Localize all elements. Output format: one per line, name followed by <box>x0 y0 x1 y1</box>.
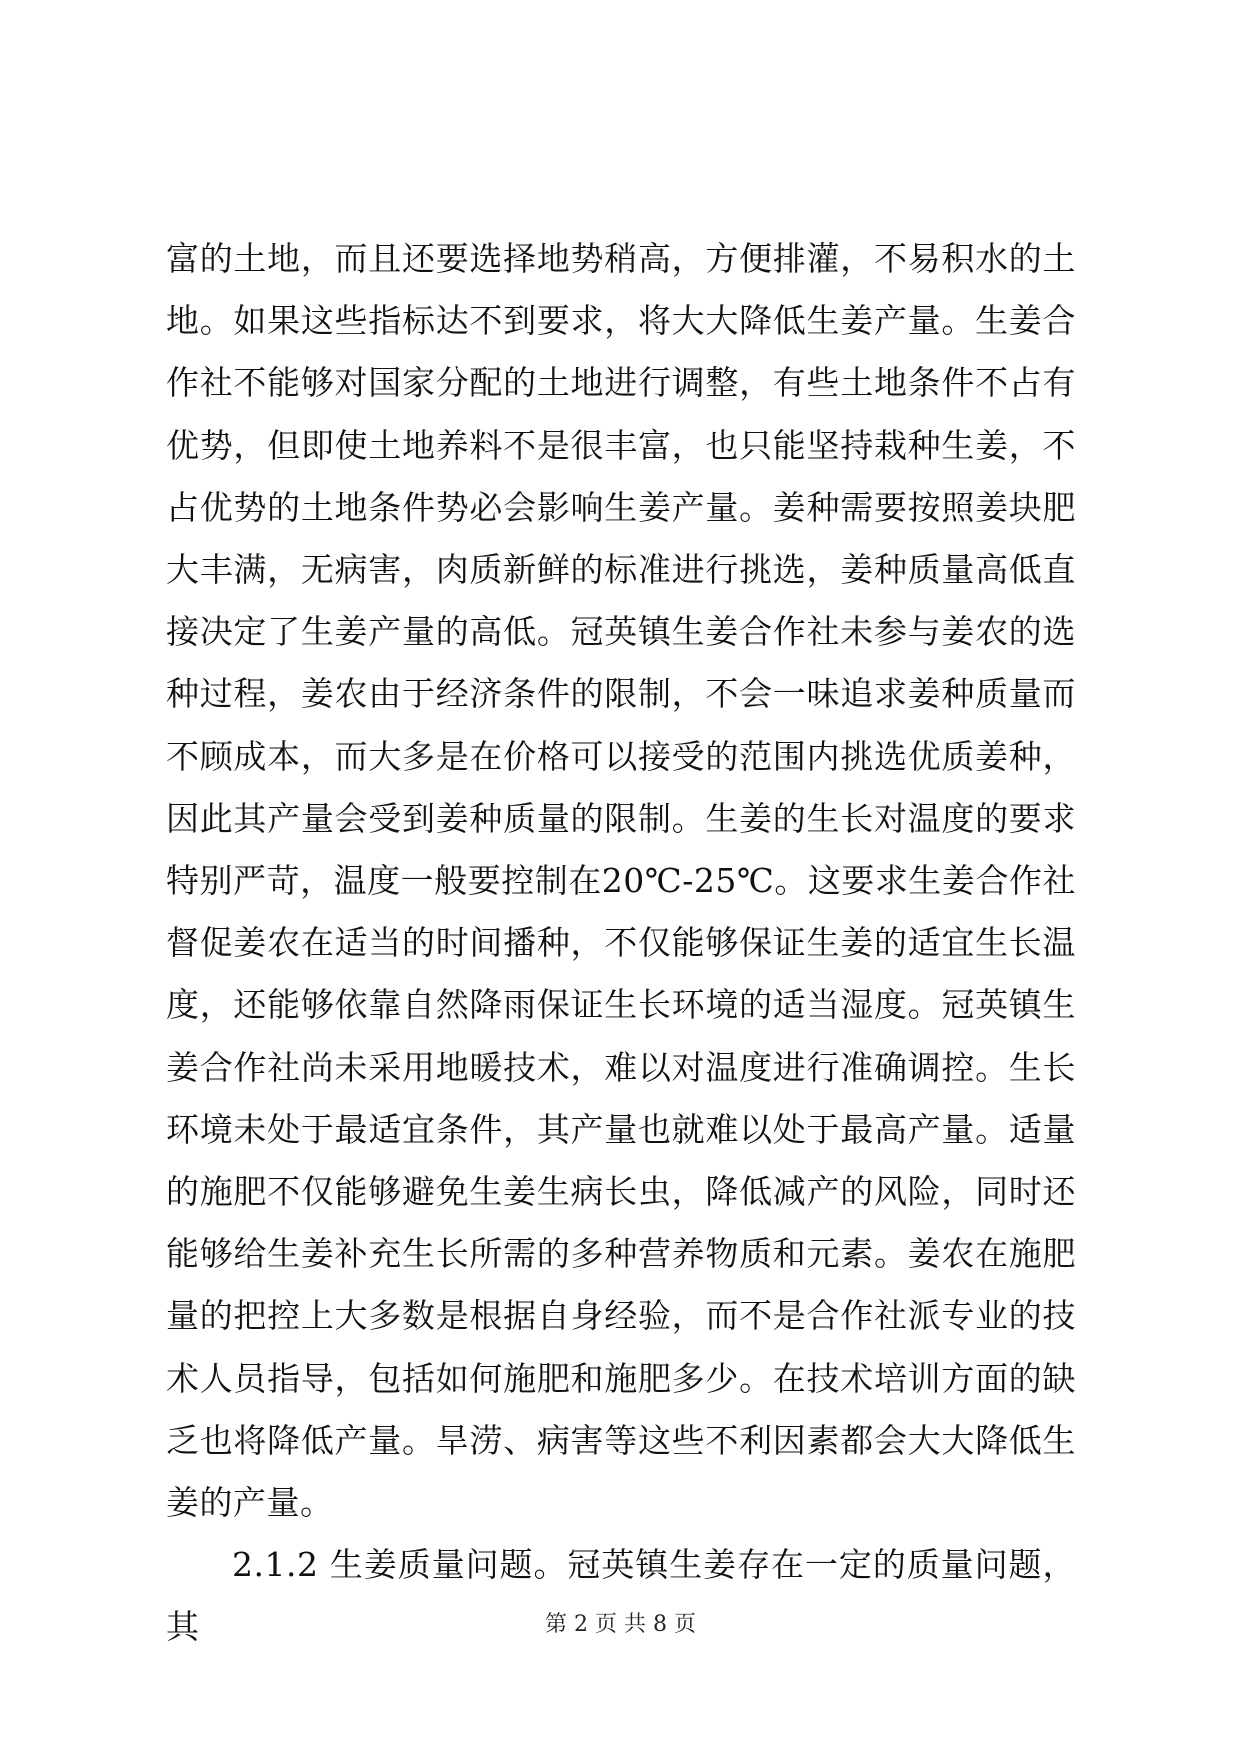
paragraph-section-2-1-2: 2.1.2 生姜质量问题。冠英镇生姜存在一定的质量问题，其 <box>166 1545 1076 1647</box>
page-footer: 第 2 页 共 8 页 <box>545 1612 696 1637</box>
document-body <box>166 228 1076 1659</box>
paragraph-continuation: 富的土地，而且还要选择地势稍高，方便排灌，不易积水的土地。如果这些指标达不到要求，将大大降低生姜产量。生姜合作社不能够对国家分配的土地进行调整，有些土地条件不占有优势，但即使土地养料不是很丰富，也只能坚持栽种生姜，不占优势的土地条件势必会影响生姜产量。姜种需要按照姜块肥大丰满，无病害，肉质新鲜的标准进行挑选，姜种质量高低直接决定了生姜产量的高低。冠英镇生姜合作社未参与姜农的选种过程，姜农由于经济条件的限制，不会一味追求姜种质量而不顾成本，而大多是在价格可以接受的范围内挑选优质姜种，因此其产量会受到姜种质量的限制。生姜的生长对温度的要求特别严苛，温度一般要控制在20℃-25℃。这要求生姜合作社督促姜农在适当的时间播种，不仅能够保证生姜的适宜生长温度，还能够依靠自然降雨保证生长环境的适当湿度。冠英镇生姜合作社尚未采用地暖技术，难以对温度进行准确调控。生长环境未处于最适宜条件，其产量也就难以处于最高产量。适量的施肥不仅能够避免生姜生病长虫，降低减产的风险，同时还能够给生姜补充生长所需的多种营养物质和元素。姜农在施肥量的把控上大多数是根据自身经验，而不是合作社派专业的技术人员指导，包括如何施肥和施肥多少。在技术培训方面的缺乏也将降低产量。旱涝、病害等这些不利因素都会大大降低生姜的产量。 <box>166 239 1076 1523</box>
